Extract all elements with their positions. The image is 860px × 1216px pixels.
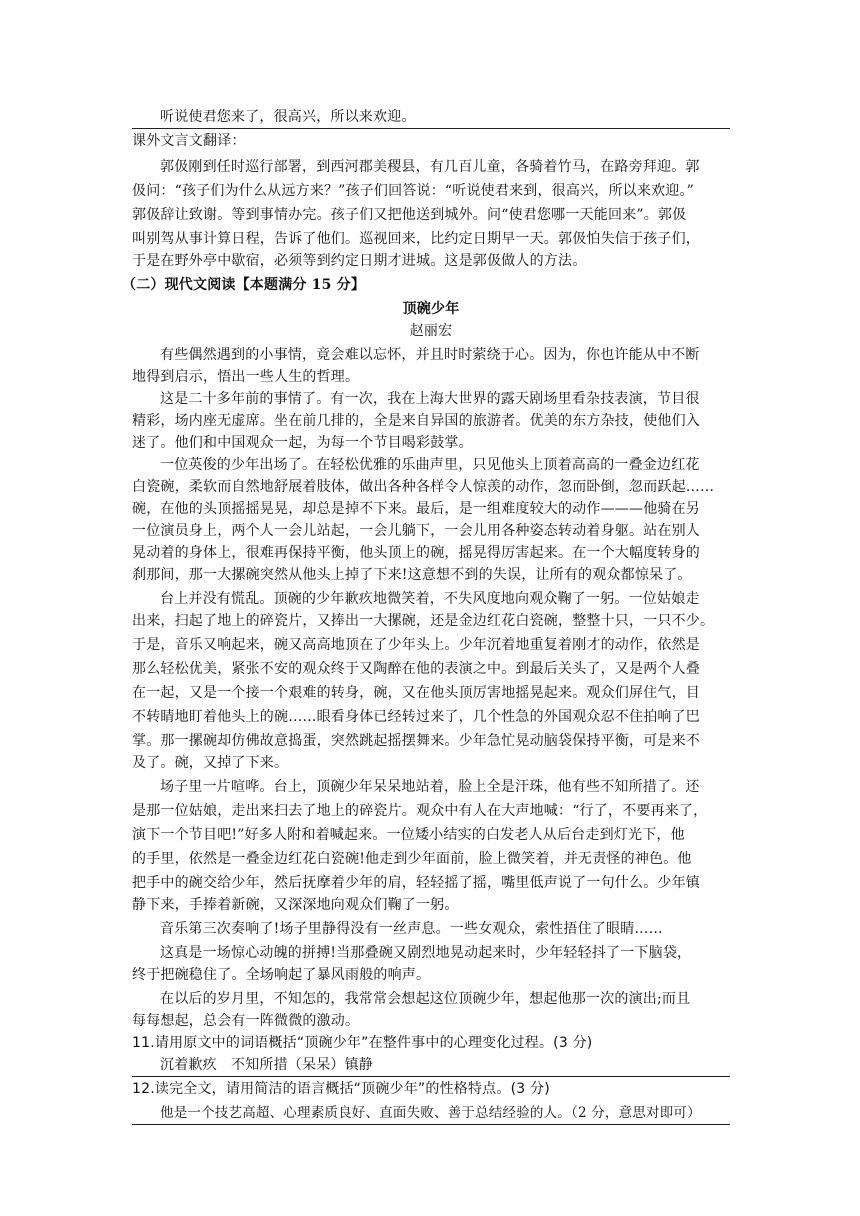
article-line: 地得到启示，悟出一些人生的哲理。 xyxy=(132,369,360,385)
article-line: 演下一个节目吧!”好多人附和着喊起来。一位矮小结实的白发老人从后台走到灯光下，他 xyxy=(132,827,685,843)
article-line: 刹那间，那一大摞碗突然从他头上掉了下来!这意想不到的失误，让所有的观众都惊呆了。 xyxy=(132,567,692,583)
article-line: 这是二十多年前的事情了。有一次，我在上海大世界的露天剧场里看杂技表演，节目很 xyxy=(160,391,700,407)
article-line: 在以后的岁月里，不知怎的，我常常会想起这位顶碗少年，想起他那一次的演出;而且 xyxy=(160,991,691,1007)
article-line: 精彩，场内座无虚席。坐在前几排的，全是来自异国的旅游者。优美的东方杂技，使他们入 xyxy=(132,413,700,429)
translation-line: 叫别驾从事计算日程，告诉了他们。巡视回来，比约定日期早一天。郭伋怕失信于孩子们， xyxy=(132,231,700,247)
article-line: 有些偶然遇到的小事情，竟会难以忘怀，并且时时萦绕于心。因为，你也许能从中不断 xyxy=(160,347,700,363)
translation-line: 郭伋辞让致谢。等到事情办完。孩子们又把他送到城外。问“使君您哪一天能回来”。郭伋 xyxy=(132,207,687,223)
translation-line: 郭伋刚到任时巡行部署，到西河郡美稷县，有几百儿童，各骑着竹马，在路旁拜迎。郭 xyxy=(160,159,700,175)
translation-heading: 课外文言文翻译： xyxy=(132,133,246,149)
article-line: 那么轻松优美，紧张不安的观众终于又陶醉在他的表演之中。到最后关头了，又是两个人叠 xyxy=(132,661,700,677)
article-line: 音乐第三次奏响了!场子里静得没有一丝声息。一些女观众，索性捂住了眼睛…… xyxy=(160,921,663,937)
answer-11: 沉着歉疚 不知所措（呆呆）镇静 xyxy=(132,1054,730,1077)
article-line: 静下来，手捧着新碗，又深深地向观众们鞠了一躬。 xyxy=(132,897,459,913)
article-line: 的手里，依然是一叠金边红花白瓷碗!他走到少年面前，脸上微笑着，并无责怪的神色。他 xyxy=(132,851,692,867)
article-line: 台上并没有慌乱。顶碗的少年歉疚地微笑着，不失风度地向观众鞠了一躬。一位姑娘走 xyxy=(160,591,700,607)
article-line: 这真是一场惊心动魄的拼搏!当那叠碗又剧烈地晃动起来时，少年轻轻抖了一下脑袋， xyxy=(160,945,692,961)
article-line: 终于把碗稳住了。全场响起了暴风雨般的响声。 xyxy=(132,967,431,983)
article-author: 赵丽宏 xyxy=(409,323,453,339)
article-line: 碗，在他的头顶摇摇晃晃，却总是掉不下来。最后，是一组难度较大的动作———他骑在另 xyxy=(132,501,700,517)
article-line: 每每想起，总会有一阵微微的激动。 xyxy=(132,1013,360,1029)
section-heading: （二）现代文阅读【本题满分 15 分】 xyxy=(122,277,366,293)
question-11: 11.请用原文中的词语概括“顶碗少年”在整件事中的心理变化过程。(3 分) xyxy=(132,1035,593,1051)
article-line: 及了。碗，又掉了下来。 xyxy=(132,755,289,771)
translation-line: 伋问：“孩子们为什么从远方来？”孩子们回答说：“听说使君来到，很高兴，所以来欢迎。” xyxy=(132,183,695,199)
article-line: 一位演员身上，两个人一会儿站起，一会儿躺下，一会儿用各种姿态转动着身躯。站在别人 xyxy=(132,523,700,539)
article-line: 在一起，又是一个接一个艰难的转身，碗，又在他头顶厉害地摇晃起来。观众们屏住气，目 xyxy=(132,685,700,701)
article-line: 掌。那一摞碗却仿佛故意捣蛋，突然跳起摇摆舞来。少年急忙晃动脑袋保持平衡，可是来不 xyxy=(132,733,700,749)
article-title: 顶碗少年 xyxy=(402,301,460,317)
article-line: 于是，音乐又响起来，碗又高高地顶在了少年头上。少年沉着地重复着刚才的动作，依然是 xyxy=(132,637,700,653)
article-line: 白瓷碗，柔软而自然地舒展着肢体，做出各种各样令人惊羡的动作，忽而卧倒，忽而跃起…… xyxy=(132,479,715,495)
article-line: 迷了。他们和中国观众一起，为每一个节目喝彩鼓掌。 xyxy=(132,435,473,451)
article-line: 出来，扫起了地上的碎瓷片，又捧出一大摞碗，还是金边红花白瓷碗，整整十只，一只不少。 xyxy=(132,613,715,629)
article-line: 不转睛地盯着他头上的碗……眼看身体已经转过来了，几个性急的外国观众忍不住拍响了巴 xyxy=(132,709,700,725)
article-line: 把手中的碗交给少年，然后抚摩着少年的肩，轻轻摇了摇，嘴里低声说了一句什么。少年镇 xyxy=(132,875,700,891)
article-line: 一位英俊的少年出场了。在轻松优雅的乐曲声里，只见他头上顶着高高的一叠金边红花 xyxy=(160,457,700,473)
translation-line: 于是在野外亭中歇宿，必须等到约定日期才进城。这是郭伋做人的方法。 xyxy=(132,253,587,269)
question-12: 12.读完全文，请用简洁的语言概括“顶碗少年”的性格特点。(3 分) xyxy=(132,1081,550,1097)
answer-12: 他是一个技艺高超、心理素质良好、直面失败、善于总结经验的人。（2 分，意思对即可） xyxy=(132,1102,730,1125)
article-line: 场子里一片喧哗。台上，顶碗少年呆呆地站着，脸上全是汗珠，他有些不知所措了。还 xyxy=(160,779,700,795)
top-answer-line: 听说使君您来了，很高兴，所以来欢迎。 xyxy=(132,106,730,129)
article-line: 晃动着的身体上，很难再保持平衡，他头顶上的碗，摇晃得厉害起来。在一个大幅度转身的 xyxy=(132,545,700,561)
article-line: 是那一位姑娘，走出来扫去了地上的碎瓷片。观众中有人在大声地喊：“行了，不要再来了， xyxy=(132,803,708,819)
